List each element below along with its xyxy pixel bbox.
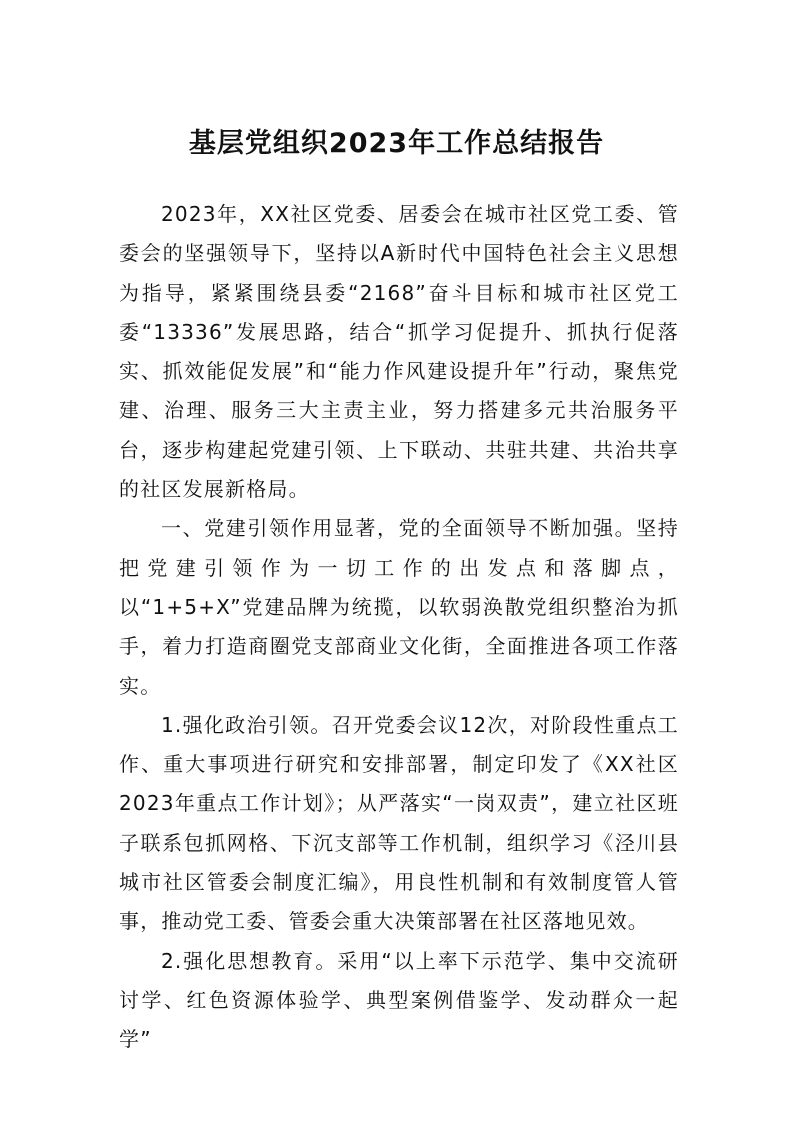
paragraph-item-one: 1.强化政治引领。召开党委会议12次，对阶段性重点工作、重大事项进行研究和安排部署，制定印发了《XX社区2023年重点工作计划》；从严落实“一岗双责”，建立社区班子联系包抓网格、下沉支部等工作机制，组织学习《泾川县城市社区管委会制度汇编》，用良性机制和有效制度管人管事，推动党工委、管委会重大决策部署在社区落地见效。 xyxy=(119,712,679,934)
paragraph-item-two: 2.强化思想教育。采用“以上率下示范学、集中交流研讨学、红色资源体验学、典型案例借鉴学、发动群众一起学” xyxy=(119,948,679,1052)
paragraph-intro: 2023年，XX社区党委、居委会在城市社区党工委、管委会的坚强领导下，坚持以A新时代中国特色社会主义思想为指导，紧紧围绕县委“2168”奋斗目标和城市社区党工委“13336”发展思路，结合“抓学习促提升、抓执行促落实、抓效能促发展”和“能力作风建设提升年”行动，聚焦党建、治理、服务三大主责主业，努力搭建多元共治服务平台，逐步构建起党建引领、上下联动、共驻共建、共治共享的社区发展新格局。 xyxy=(119,202,679,502)
document-title: 基层党组织2023年工作总结报告 xyxy=(188,128,605,159)
document-body xyxy=(119,195,679,1060)
paragraph-section-one: 一、党建引领作用显著，党的全面领导不断加强。坚持把党建引领作为一切工作的出发点和落脚点，以“1+5+X”党建品牌为统揽，以软弱涣散党组织整治为抓手，着力打造商圈党支部商业文化街，全面推进各项工作落实。 xyxy=(119,516,679,698)
